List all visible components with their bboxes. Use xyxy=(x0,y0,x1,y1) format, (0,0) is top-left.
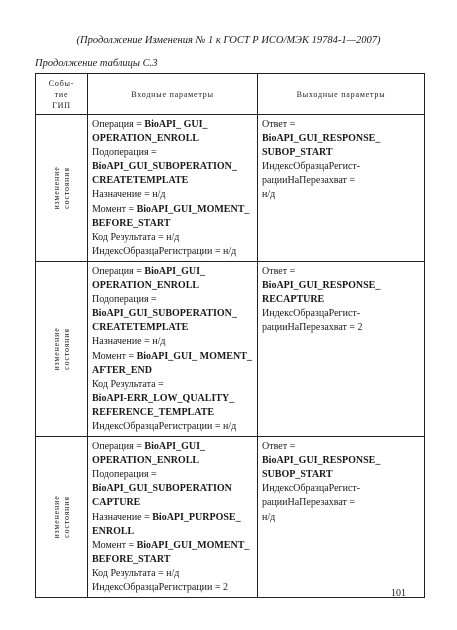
param-line xyxy=(92,420,253,434)
param-value: CREATETEMPLATE xyxy=(92,322,189,334)
table-row xyxy=(36,115,425,262)
param-value: BioAPI_GUI_SUBOPERATION_ xyxy=(92,308,237,320)
param-value: BioAPI_GUI_MOMENT_ xyxy=(136,203,250,215)
page-header: (Продолжение Изменения № 1 к ГОСТ Р ИСО/МЭК 19784-1—2007) xyxy=(76,35,381,46)
param-line xyxy=(262,468,420,482)
param-value: BioAPI_GUI_MOMENT_ xyxy=(136,539,250,551)
param-line xyxy=(92,511,253,525)
table-row xyxy=(36,261,425,436)
param-line xyxy=(92,392,253,406)
state-label-line: изменение xyxy=(51,327,61,371)
param-line xyxy=(92,440,253,454)
param-value: BEFORE_START xyxy=(92,217,171,229)
param-line xyxy=(262,321,420,335)
param-label: Назначение = xyxy=(92,511,153,523)
param-label: ИндексОбразцаРегист- xyxy=(262,483,361,495)
table-header-row xyxy=(36,74,425,115)
param-line xyxy=(262,160,420,174)
param-line xyxy=(92,454,253,468)
param-label: ИндексОбразцаРегист- xyxy=(262,308,361,320)
param-value: OPERATION_ENROLL xyxy=(92,455,200,467)
state-label-line: изменение xyxy=(51,495,61,539)
param-label: ИндексОбразцаРегистрации = н/д xyxy=(92,245,237,257)
param-line xyxy=(262,440,420,454)
param-value: CAPTURE xyxy=(92,497,141,509)
param-value: BioAPI_GUI_SUBOPERATION xyxy=(92,483,232,495)
param-value: RECAPTURE xyxy=(262,294,325,306)
param-label: рацииНаПерезахват = xyxy=(262,497,356,509)
param-line xyxy=(92,307,253,321)
param-value: OPERATION_ENROLL xyxy=(92,280,200,292)
state-label-line: изменение xyxy=(51,166,61,210)
param-line xyxy=(92,132,253,146)
param-label: н/д xyxy=(262,511,276,523)
param-line xyxy=(262,188,420,202)
param-label: Назначение = н/д xyxy=(92,336,166,348)
output-params-cell xyxy=(258,437,425,598)
table-continuation-caption: Продолжение таблицы С.3 xyxy=(35,58,158,69)
param-line xyxy=(92,482,253,496)
param-line xyxy=(92,378,253,392)
param-line xyxy=(92,350,253,364)
param-label: н/д xyxy=(262,189,276,201)
param-value: BioAPI_GUI_SUBOPERATION_ xyxy=(92,161,237,173)
param-line xyxy=(92,160,253,174)
param-line xyxy=(92,231,253,245)
param-value: BioAPI_ GUI_ xyxy=(144,119,208,130)
param-value: BEFORE_START xyxy=(92,553,171,565)
param-line xyxy=(92,364,253,378)
state-label xyxy=(52,166,72,209)
param-label: Код Результата = н/д xyxy=(92,567,180,579)
param-line xyxy=(92,279,253,293)
param-line xyxy=(92,553,253,567)
state-label xyxy=(52,496,72,539)
param-value: SUBOP_START xyxy=(262,469,333,481)
header-inputs: Входные параметры xyxy=(88,74,258,115)
input-params-cell xyxy=(88,261,258,436)
param-value: SUBOP_START xyxy=(262,147,333,159)
param-label: Момент = xyxy=(92,203,137,215)
param-line xyxy=(92,265,253,279)
param-line xyxy=(92,321,253,335)
param-value: BioAPI_PURPOSE_ xyxy=(152,511,241,523)
param-value: BioAPI_GUI_RESPONSE_ xyxy=(262,133,381,145)
param-line xyxy=(262,293,420,307)
param-line xyxy=(262,307,420,321)
param-value: BioAPI-ERR_LOW_QUALITY_ xyxy=(92,392,235,404)
param-label: Ответ = xyxy=(262,265,296,277)
param-value: REFERENCE_TEMPLATE xyxy=(92,406,215,418)
param-line xyxy=(262,174,420,188)
param-line xyxy=(92,293,253,307)
input-params-cell xyxy=(88,437,258,598)
param-line xyxy=(92,468,253,482)
param-line xyxy=(262,279,420,293)
table-row xyxy=(36,437,425,598)
param-label: Ответ = xyxy=(262,119,296,130)
param-label: Операция = xyxy=(92,441,145,453)
param-line xyxy=(92,525,253,539)
param-line xyxy=(262,511,420,525)
param-label: ИндексОбразцаРегистрации = 2 xyxy=(92,582,229,593)
state-label xyxy=(52,327,72,370)
param-line xyxy=(92,245,253,259)
param-value: BioAPI_GUI_RESPONSE_ xyxy=(262,280,381,292)
param-value: BioAPI_GUI_ xyxy=(144,441,205,453)
state-cell xyxy=(36,437,88,598)
param-line xyxy=(92,335,253,349)
output-params-cell xyxy=(258,115,425,262)
output-params-cell xyxy=(258,261,425,436)
param-label: Назначение = н/д xyxy=(92,189,166,201)
param-label: Подоперация = xyxy=(92,147,157,159)
param-line xyxy=(262,265,420,279)
param-line xyxy=(262,146,420,160)
param-line xyxy=(262,132,420,146)
param-line xyxy=(262,454,420,468)
param-line xyxy=(92,496,253,510)
param-value: BioAPI_GUI_ xyxy=(144,265,205,277)
param-line xyxy=(92,581,253,595)
param-value: BioAPI_GUI_ MOMENT_ xyxy=(136,350,252,362)
param-label: Код Результата = xyxy=(92,378,164,390)
state-cell xyxy=(36,261,88,436)
param-line xyxy=(92,188,253,202)
param-value: BioAPI_GUI_RESPONSE_ xyxy=(262,455,381,467)
param-line xyxy=(92,203,253,217)
param-line xyxy=(92,118,253,132)
page-number: 101 xyxy=(391,588,406,599)
param-label: ИндексОбразцаРегист- xyxy=(262,161,361,173)
param-line xyxy=(92,406,253,420)
param-label: рацииНаПерезахват = 2 xyxy=(262,322,363,334)
param-line xyxy=(92,217,253,231)
header-events-line: тие xyxy=(54,89,69,99)
param-value: CREATETEMPLATE xyxy=(92,175,189,187)
param-value: AFTER_END xyxy=(92,364,153,376)
header-events-line: Собы- xyxy=(48,78,75,88)
header-events xyxy=(36,74,88,115)
state-label-line: состояния xyxy=(61,496,71,538)
param-label: Операция = xyxy=(92,119,145,130)
param-line xyxy=(262,482,420,496)
param-label: Момент = xyxy=(92,539,137,551)
param-label: Момент = xyxy=(92,350,137,362)
header-events-line: ГИП xyxy=(52,100,71,110)
header-outputs: Выходные параметры xyxy=(258,74,425,115)
param-label: Подоперация = xyxy=(92,469,157,481)
param-line xyxy=(92,174,253,188)
param-line xyxy=(92,567,253,581)
parameters-table xyxy=(35,73,425,598)
param-value: ENROLL xyxy=(92,525,135,537)
param-label: Код Результата = н/д xyxy=(92,231,180,243)
param-line xyxy=(92,146,253,160)
param-label: рацииНаПерезахват = xyxy=(262,175,356,187)
param-label: Операция = xyxy=(92,265,145,277)
param-line xyxy=(262,496,420,510)
param-value: OPERATION_ENROLL xyxy=(92,133,200,145)
param-label: Ответ = xyxy=(262,441,296,453)
param-line xyxy=(262,118,420,132)
state-label-line: состояния xyxy=(61,328,71,370)
param-line xyxy=(92,539,253,553)
input-params-cell xyxy=(88,115,258,262)
param-label: Подоперация = xyxy=(92,294,157,306)
param-label: ИндексОбразцаРегистрации = н/д xyxy=(92,420,237,432)
state-label-line: состояния xyxy=(61,167,71,209)
state-cell xyxy=(36,115,88,262)
